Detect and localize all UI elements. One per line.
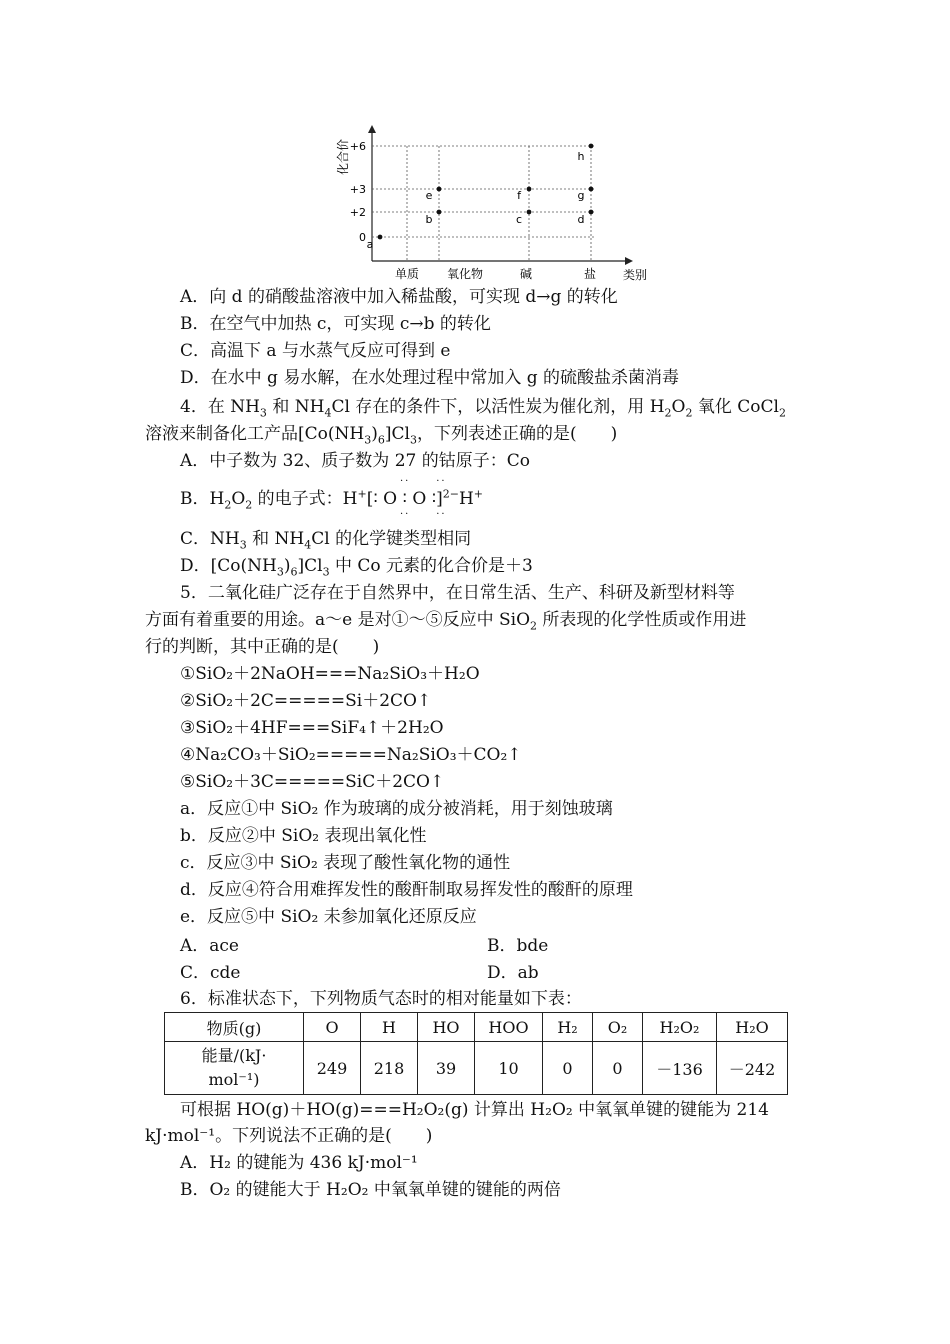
q5-reaction-3: ③SiO₂＋4HF===SiF₄↑＋2H₂O	[180, 718, 444, 738]
table-header-cell: H₂O₂	[643, 1013, 717, 1042]
table-cell: 39	[418, 1042, 475, 1095]
point-label: g	[577, 189, 585, 202]
energy-table-header-row	[165, 1013, 788, 1042]
point-h	[589, 144, 594, 149]
q3-option-a: A．向 d 的硝酸盐溶液中加入稀盐酸，可实现 d→g 的转化	[180, 287, 618, 307]
table-cell: 0	[593, 1042, 643, 1095]
chart-ylabel: 化合价	[336, 138, 350, 175]
category-label: 盐	[583, 267, 597, 281]
table-cell: －136	[643, 1042, 717, 1095]
q3-option-b: B．在空气中加热 c，可实现 c→b 的转化	[180, 314, 491, 334]
point-label: e	[425, 189, 433, 202]
valence-category-chart	[325, 123, 665, 283]
table-header-cell: HOO	[475, 1013, 543, 1042]
energy-table	[164, 1012, 788, 1095]
category-label: 单质	[394, 267, 420, 281]
q4-option-c: C．$NH_3$ 和 $NH_4Cl$ 的化学键类型相同	[180, 529, 472, 552]
y-tick-label: +6	[349, 140, 366, 153]
q4-stem-line1: 4．在 $NH_3$ 和 $NH_4Cl$ 存在的条件下，以活性炭为催化剂，用 $H_2O_2$ 氧化 CoCl$_2$	[180, 397, 786, 420]
electron-dots-top: ·· ··	[400, 476, 447, 487]
point-f	[527, 187, 532, 192]
electron-dots-bottom: ·· ··	[400, 509, 447, 520]
table-row-label: 能量/(kJ· mol⁻¹)	[165, 1042, 304, 1095]
y-tick-label: 0	[359, 231, 366, 244]
chart-categories	[395, 266, 596, 281]
table-header-cell: H₂O	[717, 1013, 788, 1042]
q5-option-b: B．bde	[487, 936, 549, 956]
q5-reaction-5: ⑤SiO₂＋3C=====SiC＋2CO↑	[180, 772, 445, 792]
table-cell: 0	[543, 1042, 593, 1095]
table-cell: －242	[717, 1042, 788, 1095]
table-header-cell: O₂	[593, 1013, 643, 1042]
q3-option-d: D．在水中 g 易水解，在水处理过程中常加入 g 的硫酸盐杀菌消毒	[180, 368, 680, 388]
q5-option-d: D．ab	[487, 963, 539, 983]
q5-stem-line2: 方面有着重要的用途。a～e 是对①～⑤反应中 SiO$_2$ 所表现的化学性质或作用进	[145, 610, 747, 633]
q5-judgement-c: c．反应③中 SiO₂ 表现了酸性氧化物的通性	[180, 853, 511, 873]
point-label: d	[577, 213, 585, 226]
point-label: c	[515, 213, 523, 226]
q5-reaction-2: ②SiO₂＋2C=====Si＋2CO↑	[180, 691, 432, 711]
q4-option-d: D．$[Co(NH_3)_6]Cl_3$ 中 Co 元素的化合价是＋3	[180, 556, 533, 579]
q5-reaction-1: ①SiO₂＋2NaOH===Na₂SiO₃＋H₂O	[180, 664, 480, 684]
q4-stem-line2: 溶液来制备化工产品$[Co(NH_3)_6]Cl_3$，下列表述正确的是( )	[145, 424, 618, 447]
q3-option-c: C．高温下 a 与水蒸气反应可得到 e	[180, 341, 451, 361]
table-cell: 10	[475, 1042, 543, 1095]
category-label: 碱	[519, 267, 533, 281]
q5-stem-line3: 行的判断，其中正确的是( )	[145, 637, 380, 657]
table-header-cell: HO	[418, 1013, 475, 1042]
table-header-cell: O	[304, 1013, 361, 1042]
category-label: 氧化物	[446, 267, 484, 281]
q5-option-c: C．cde	[180, 963, 241, 983]
q6-stem: 6．标准状态下，下列物质气态时的相对能量如下表：	[180, 989, 582, 1009]
point-e	[437, 187, 442, 192]
q5-stem-line1: 5．二氧化硅广泛存在于自然界中，在日常生活、生产、科研及新型材料等	[180, 583, 735, 603]
q5-option-a: A．ace	[180, 936, 239, 956]
table-header-cell: H	[361, 1013, 418, 1042]
q4-option-a: A．中子数为 32、质子数为 27 的钴原子：Co	[180, 451, 530, 471]
point-label: b	[425, 213, 433, 226]
chart-xlabel: 类别	[623, 268, 648, 282]
table-header-cell: 物质(g)	[165, 1013, 304, 1042]
y-tick-label: +3	[349, 183, 366, 196]
q4-option-b: B．$H_2O_2$ 的电子式：H+[∶ O ∶ O ∶]$^{2-}$H+	[180, 487, 484, 512]
point-c	[527, 210, 532, 215]
point-d	[589, 210, 594, 215]
q5-reaction-4: ④Na₂CO₃＋SiO₂=====Na₂SiO₃＋CO₂↑	[180, 745, 522, 765]
table-header-cell: H₂	[543, 1013, 593, 1042]
y-tick-label: +2	[349, 206, 366, 219]
chart-gridlines	[372, 146, 595, 261]
point-a	[378, 235, 383, 240]
point-label: a	[366, 238, 374, 251]
q6-after-line2: kJ·mol⁻¹。下列说法不正确的是( )	[145, 1126, 433, 1146]
point-g	[589, 187, 594, 192]
q5-judgement-b: b．反应②中 SiO₂ 表现出氧化性	[180, 826, 427, 846]
chart-ticks	[350, 140, 366, 244]
table-cell: 218	[361, 1042, 418, 1095]
q6-option-a: A．H₂ 的键能为 436 kJ·mol⁻¹	[180, 1153, 418, 1173]
chart-points	[367, 144, 594, 251]
point-b	[437, 210, 442, 215]
point-label: f	[517, 189, 521, 202]
energy-table-value-row	[165, 1042, 788, 1095]
q5-judgement-a: a．反应①中 SiO₂ 作为玻璃的成分被消耗，用于刻蚀玻璃	[180, 799, 613, 819]
q6-after-line1: 可根据 HO(g)＋HO(g)===H₂O₂(g) 计算出 H₂O₂ 中氧氧单键的键能为 214	[180, 1100, 769, 1120]
table-cell: 249	[304, 1042, 361, 1095]
q6-option-b: B．O₂ 的键能大于 H₂O₂ 中氧氧单键的键能的两倍	[180, 1180, 561, 1200]
point-label: h	[577, 150, 585, 163]
q5-judgement-d: d．反应④符合用难挥发性的酸酐制取易挥发性的酸酐的原理	[180, 880, 633, 900]
q5-judgement-e: e．反应⑤中 SiO₂ 未参加氧化还原反应	[180, 907, 477, 927]
